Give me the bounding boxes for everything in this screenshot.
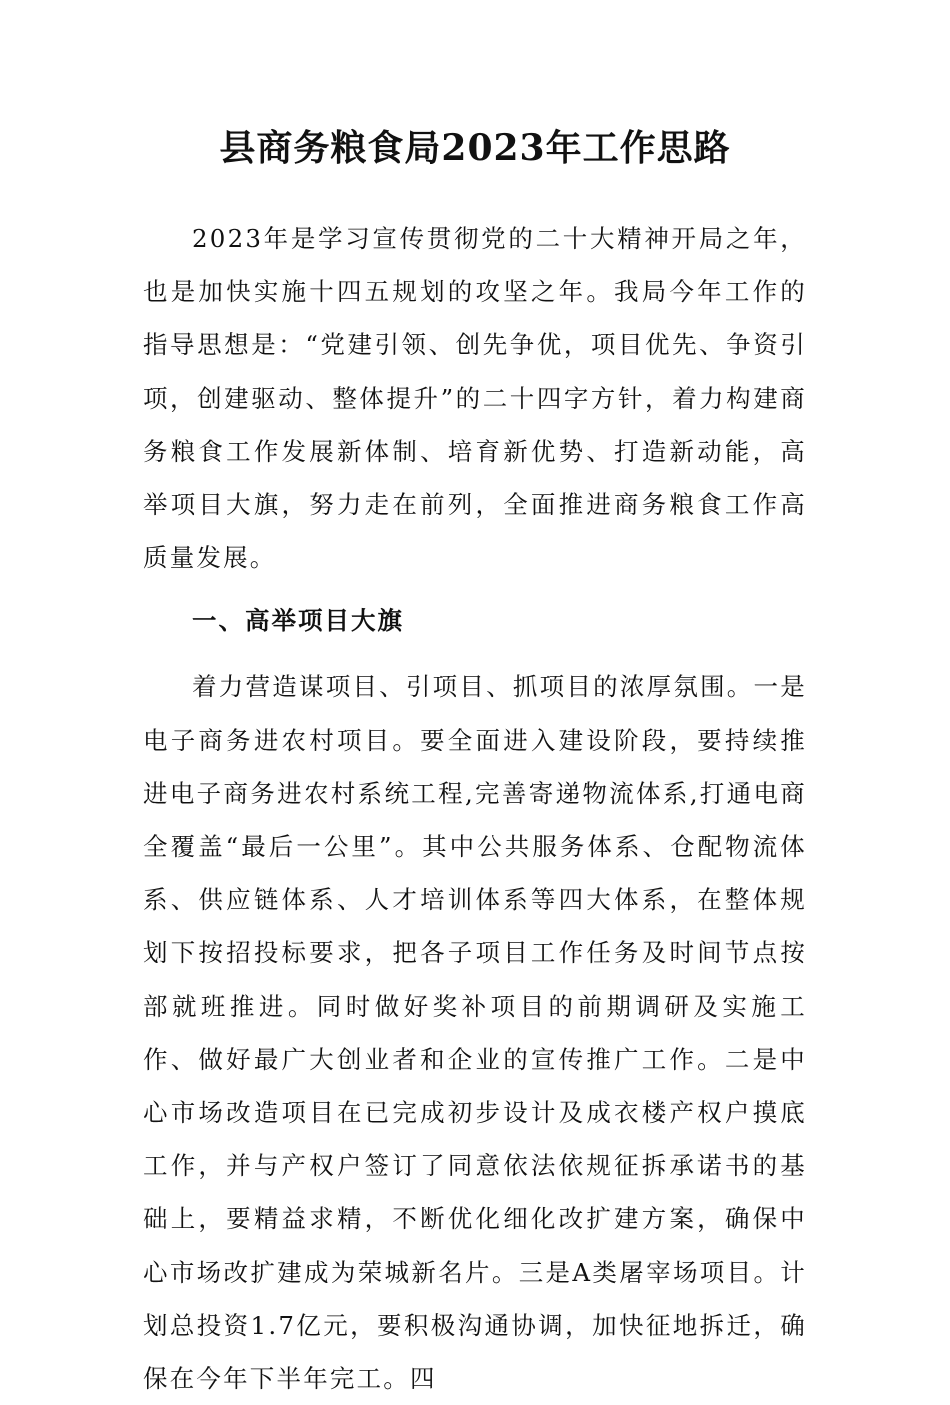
document-page [143,118,807,1405]
intro-paragraph: 2023年是学习宣传贯彻党的二十大精神开局之年，也是加快实施十四五规划的攻坚之年。我局今年工作的指导思想是：“党建引领、创先争优，项目优先、争资引项，创建驱动、整体提升”的二十四字方针，着力构建商务粮食工作发展新体制、培育新优势、打造新动能，高举项目大旗，努力走在前列，全面推进商务粮食工作高质量发展。 [143,224,807,573]
document-title: 县商务粮食局2023年工作思路 [219,127,731,169]
section-body-paragraph: 着力营造谋项目、引项目、抓项目的浓厚氛围。一是电子商务进农村项目。要全面进入建设阶段，要持续推进电子商务进农村系统工程,完善寄递物流体系,打通电商全覆盖“最后一公里”。其中公共服务体系、仓配物流体系、供应链体系、人才培训体系等四大体系，在整体规划下按招投标要求，把各子项目工作任务及时间节点按部就班推进。同时做好奖补项目的前期调研及实施工作、做好最广大创业者和企业的宣传推广工作。二是中心市场改造项目在已完成初步设计及成衣楼产权户摸底工作，并与产权户签订了同意依法依规征拆承诺书的基础上，要精益求精，不断优化细化改扩建方案，确保中心市场改扩建成为荣城新名片。三是A类屠宰场项目。计划总投资1.7亿元，要积极沟通协调，加快征地拆迁，确保在今年下半年完工。四 [143,672,807,1394]
section-heading: 一、高举项目大旗 [192,606,404,636]
